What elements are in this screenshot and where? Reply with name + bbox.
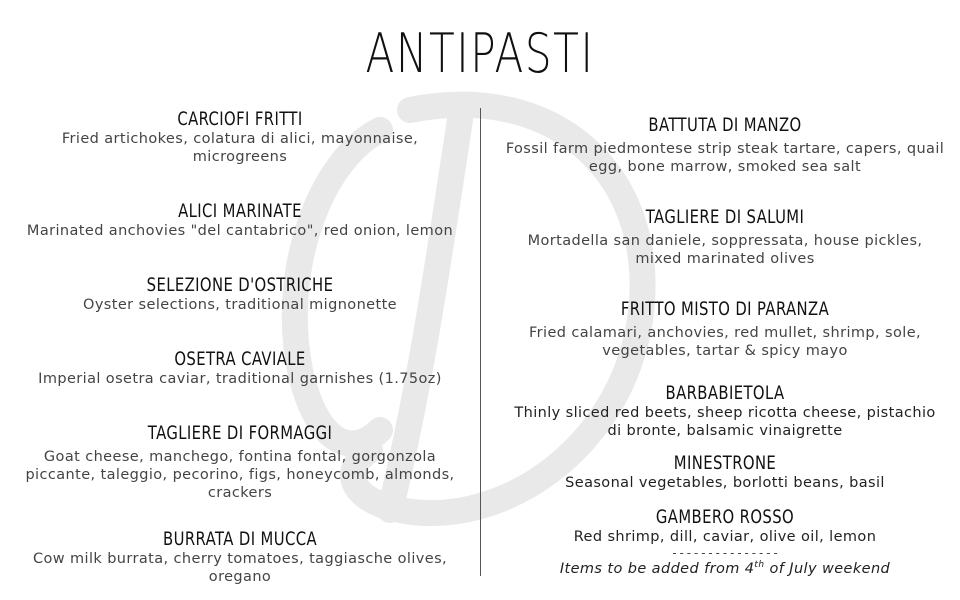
note-text-before: Items to be added from 4 — [559, 561, 755, 577]
menu-item-battuta-manzo — [505, 114, 945, 176]
menu-item-description: Red shrimp, dill, caviar, olive oil, lemon — [573, 529, 877, 545]
menu-item-name: CARCIOFI FRITTI — [177, 108, 303, 130]
menu-item-description: Fossil farm piedmontese strip steak tartare, capers, quail egg, bone marrow, smoked sea salt — [505, 141, 945, 175]
menu-item-description: Imperial osetra caviar, traditional garnishes (1.75oz) — [38, 371, 442, 387]
menu-item-selezione-ostriche — [20, 274, 460, 314]
note-superscript: th — [754, 560, 765, 571]
menu-item-name: BATTUTA DI MANZO — [648, 114, 802, 136]
menu-item-minestrone — [505, 452, 945, 492]
menu-item-barbabietola — [505, 382, 945, 440]
menu-item-description: Seasonal vegetables, borlotti beans, basil — [565, 475, 885, 491]
menu-item-description: Marinated anchovies "del cantabrico", red onion, lemon — [26, 223, 454, 239]
menu-item-name: GAMBERO ROSSO — [655, 506, 795, 528]
separator-line: --------------- — [670, 546, 780, 560]
menu-item-tagliere-formaggi — [20, 422, 460, 502]
menu-item-name: SELEZIONE D'OSTRICHE — [146, 274, 334, 296]
menu-item-alici-marinate — [20, 200, 460, 240]
page-title: ANTIPASTI — [365, 22, 595, 85]
menu-item-fritto-misto — [505, 298, 945, 360]
note-text-after: of July weekend — [764, 561, 891, 577]
menu-item-name: BARBABIETOLA — [665, 382, 785, 404]
menu-item-description: Goat cheese, manchego, fontina fontal, gorgonzola piccante, taleggio, pecorino, figs, honeycomb, almonds, crackers — [25, 449, 455, 501]
menu-item-osetra-caviale — [20, 348, 460, 388]
menu-item-name: FRITTO MISTO DI PARANZA — [620, 298, 830, 320]
menu-item-burrata-mucca — [20, 528, 460, 586]
menu-item-tagliere-salumi — [505, 206, 945, 268]
menu-item-description: Fried calamari, anchovies, red mullet, shrimp, sole, vegetables, tartar & spicy mayo — [528, 325, 922, 359]
menu-item-name: OSETRA CAVIALE — [174, 348, 306, 370]
menu-item-gambero-rosso — [505, 506, 945, 578]
menu-item-description: Thinly sliced red beets, sheep ricotta cheese, pistachio di bronte, balsamic vinaigrette — [514, 405, 936, 439]
menu-item-description: Cow milk burrata, cherry tomatoes, taggiasche olives, oregano — [32, 551, 448, 585]
menu-item-name: TAGLIERE DI SALUMI — [645, 206, 805, 228]
menu-item-carciofi-fritti — [20, 108, 460, 166]
menu-item-name: MINESTRONE — [673, 452, 777, 474]
menu-item-name: TAGLIERE DI FORMAGGI — [147, 422, 333, 444]
menu-item-name: BURRATA DI MUCCA — [163, 528, 317, 550]
column-divider — [480, 108, 481, 576]
menu-item-description: Oyster selections, traditional mignonette — [83, 297, 397, 313]
menu-item-description: Fried artichokes, colatura di alici, mayonnaise, microgreens — [61, 131, 419, 165]
availability-note — [505, 560, 945, 578]
menu-item-description: Mortadella san daniele, soppressata, house pickles, mixed marinated olives — [527, 233, 923, 267]
menu-item-name: ALICI MARINATE — [178, 200, 302, 222]
